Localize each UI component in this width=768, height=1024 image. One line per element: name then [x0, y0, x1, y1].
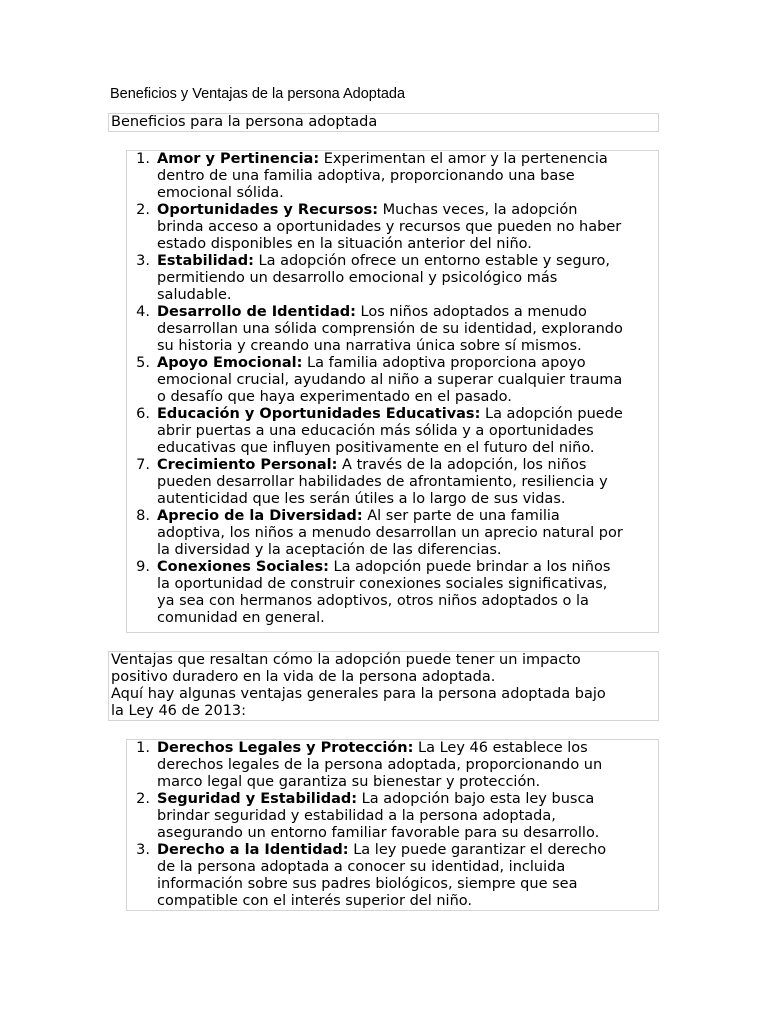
benefits-box	[126, 150, 659, 633]
item-text: La adopción puede	[480, 406, 623, 422]
item-number: 4.	[136, 304, 150, 320]
item-term: Conexiones Sociales:	[157, 559, 329, 575]
item-line: comunidad en general.	[157, 610, 325, 626]
item-line	[157, 740, 658, 757]
item-line: autenticidad que les serán útiles a lo largo de sus vidas.	[157, 491, 566, 507]
item-line: compatible con el interés superior del niño.	[157, 893, 472, 909]
intro-line: Aquí hay algunas ventajas generales para la persona adoptada bajo	[111, 686, 606, 702]
item-line: adoptiva, los niños a menudo desarrollan un aprecio natural por	[157, 525, 623, 541]
item-term: Amor y Pertinencia:	[157, 151, 320, 167]
list-item	[127, 508, 658, 559]
item-line: estado disponibles en la situación anterior del niño.	[157, 236, 532, 252]
item-line	[157, 151, 658, 168]
item-line: permitiendo un desarrollo emocional y psicológico más	[157, 270, 558, 286]
item-line	[157, 355, 658, 372]
item-line: brinda acceso a oportunidades y recursos que pueden no haber	[157, 219, 622, 235]
item-text: Muchas veces, la adopción	[378, 202, 578, 218]
item-line: emocional crucial, ayudando al niño a superar cualquier trauma	[157, 372, 623, 388]
item-text: La familia adoptiva proporciona apoyo	[302, 355, 586, 371]
item-line: marco legal que garantiza su bienestar y protección.	[157, 774, 541, 790]
list-item	[127, 202, 658, 253]
item-line: asegurando un entorno familiar favorable para su desarrollo.	[157, 825, 600, 841]
item-line: brindar seguridad y estabilidad a la persona adoptada,	[157, 808, 556, 824]
document-title: Beneficios y Ventajas de la persona Adoptada	[110, 86, 406, 102]
list-item	[127, 791, 658, 842]
item-text: La adopción ofrece un entorno estable y seguro,	[253, 253, 610, 269]
item-number: 8.	[136, 508, 150, 524]
item-line: emocional sólida.	[157, 185, 284, 201]
item-line: abrir puertas a una educación más sólida y a oportunidades	[157, 423, 594, 439]
item-line	[157, 457, 658, 474]
item-line: desarrollan una sólida comprensión de su identidad, explorando	[157, 321, 623, 337]
item-line: pueden desarrollar habilidades de afrontamiento, resiliencia y	[157, 474, 608, 490]
item-line: de la persona adoptada a conocer su identidad, incluida	[157, 859, 566, 875]
item-number: 6.	[136, 406, 150, 422]
item-line: saludable.	[157, 287, 232, 303]
benefits-list	[127, 151, 658, 627]
item-line: derechos legales de la persona adoptada, proporcionando un	[157, 757, 603, 773]
item-line	[157, 508, 658, 525]
item-line: educativas que influyen positivamente en el futuro del niño.	[157, 440, 595, 456]
item-line: ya sea con hermanos adoptivos, otros niños adoptados o la	[157, 593, 589, 609]
item-text: La ley puede garantizar el derecho	[348, 842, 607, 858]
advantages-intro	[108, 651, 659, 721]
item-line: la oportunidad de construir conexiones sociales significativas,	[157, 576, 608, 592]
item-term: Estabilidad:	[157, 253, 254, 269]
item-line: la diversidad y la aceptación de las diferencias.	[157, 542, 502, 558]
item-line	[157, 842, 658, 859]
item-number: 5.	[136, 355, 150, 371]
list-item	[127, 355, 658, 406]
intro-line: Ventajas que resaltan cómo la adopción puede tener un impacto	[111, 652, 581, 668]
item-line: dentro de una familia adoptiva, proporcionando una base	[157, 168, 575, 184]
item-line	[157, 559, 658, 576]
item-number: 2.	[136, 202, 150, 218]
item-number: 3.	[136, 253, 150, 269]
list-item	[127, 253, 658, 304]
list-item	[127, 559, 658, 627]
item-number: 9.	[136, 559, 150, 575]
advantages-box	[126, 739, 659, 911]
item-line: su historia y creando una narrativa única sobre sí mismos.	[157, 338, 582, 354]
list-item	[127, 406, 658, 457]
item-term: Derecho a la Identidad:	[157, 842, 349, 858]
item-line	[157, 202, 658, 219]
item-term: Derechos Legales y Protección:	[157, 740, 414, 756]
item-line	[157, 253, 658, 270]
item-number: 1.	[136, 740, 150, 756]
item-term: Desarrollo de Identidad:	[157, 304, 356, 320]
item-number: 2.	[136, 791, 150, 807]
list-item	[127, 151, 658, 202]
item-line: información sobre sus padres biológicos, siempre que sea	[157, 876, 578, 892]
item-term: Oportunidades y Recursos:	[157, 202, 379, 218]
item-text: La Ley 46 establece los	[413, 740, 588, 756]
item-line: o desafío que haya experimentado en el pasado.	[157, 389, 512, 405]
item-term: Apoyo Emocional:	[157, 355, 303, 371]
item-term: Seguridad y Estabilidad:	[157, 791, 358, 807]
item-number: 7.	[136, 457, 150, 473]
item-text: Los niños adoptados a menudo	[355, 304, 587, 320]
intro-line: positivo duradero en la vida de la persona adoptada.	[111, 669, 496, 685]
list-item	[127, 842, 658, 910]
advantages-list	[127, 740, 658, 910]
item-line	[157, 791, 658, 808]
item-term: Educación y Oportunidades Educativas:	[157, 406, 481, 422]
list-item	[127, 740, 658, 791]
item-term: Aprecio de la Diversidad:	[157, 508, 363, 524]
item-number: 1.	[136, 151, 150, 167]
item-line	[157, 406, 658, 423]
item-text: Al ser parte de una familia	[362, 508, 560, 524]
item-text: La adopción bajo esta ley busca	[357, 791, 595, 807]
item-number: 3.	[136, 842, 150, 858]
item-line	[157, 304, 658, 321]
item-term: Crecimiento Personal:	[157, 457, 338, 473]
list-item	[127, 304, 658, 355]
benefits-heading: Beneficios para la persona adoptada	[108, 113, 659, 132]
item-text: La adopción puede brindar a los niños	[328, 559, 611, 575]
list-item	[127, 457, 658, 508]
item-text: A través de la adopción, los niños	[337, 457, 587, 473]
item-text: Experimentan el amor y la pertenencia	[319, 151, 608, 167]
intro-line: la Ley 46 de 2013:	[111, 703, 247, 719]
